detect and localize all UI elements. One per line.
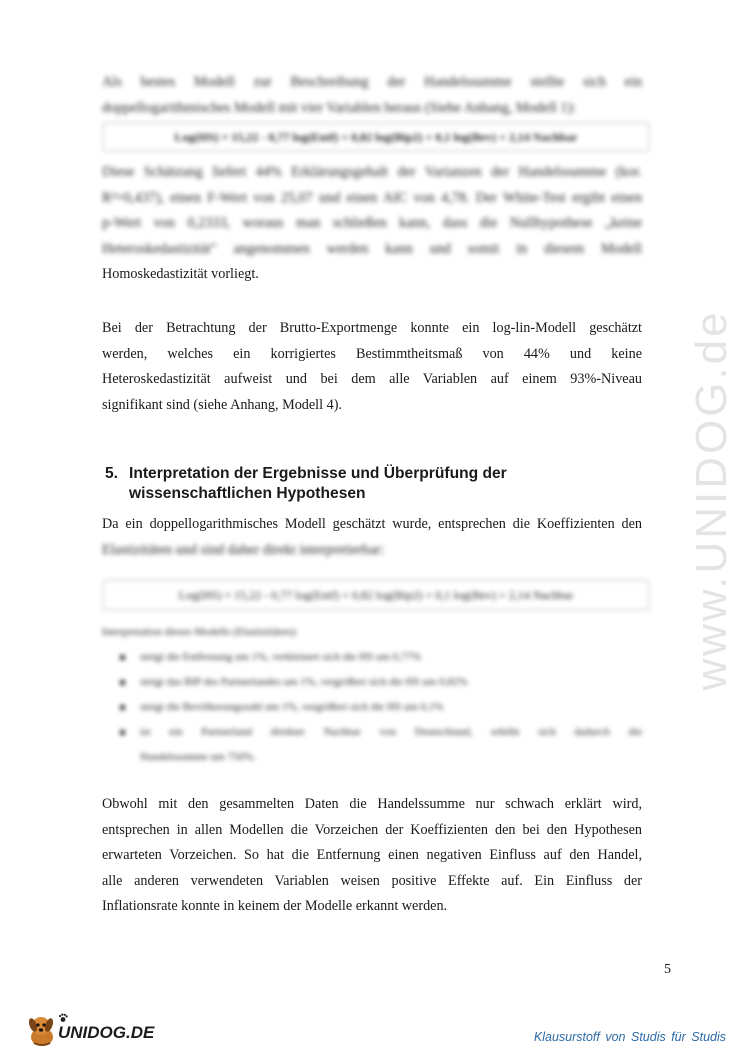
intro-paragraph: [102, 70, 642, 121]
conclusion-line-1: Obwohl mit den gesammelten Daten die Handelssumme nur schwach erklärt wird,: [102, 796, 642, 812]
export-line-1: Bei der Betrachtung der Brutto-Exportmenge konnte ein log-lin-Modell geschätzt: [102, 320, 642, 336]
watermark: www.UNIDOG.de: [687, 309, 736, 691]
bullet-square-icon: [120, 680, 125, 685]
export-line-4: signifikant sind (siehe Anhang, Modell 4).: [102, 396, 342, 413]
estimate-last-line: Homoskedastizität vorliegt.: [102, 266, 259, 283]
formula-box-2: [103, 580, 649, 610]
logo-text: UNIDOG.DE: [58, 1023, 155, 1042]
section-title-line-2: wissenschaftlichen Hypothesen: [129, 485, 366, 502]
bullet-square-icon: [120, 730, 125, 735]
estimate-line-3: p-Wert von 0,2333, woraus man schließen kann, dass die Nullhypothese „keine: [102, 215, 642, 232]
export-line-2: werden, welches ein korrigiertes Bestimmtheitsmaß von 44% und keine: [102, 345, 642, 362]
interpretation-bullets: [118, 645, 642, 770]
section-heading: [105, 464, 645, 504]
bullet-item: steigt das BIP des Partnerlandes um 1%, vergrößert sich die HS um 0,82%: [118, 670, 642, 695]
section-title-line-1: Interpretation der Ergebnisse und Überprüfung der: [129, 465, 507, 482]
formula-1-text: Log(HS) = 15,22 - 0,77 log(Entf) + 0,82 log(Bip2) + 0,1 log(Bev) + 2,14 Nachbar: [174, 129, 578, 144]
conclusion-paragraph: [102, 792, 642, 920]
formula-box-1: [103, 123, 649, 151]
page-number: 5: [664, 962, 671, 977]
elasticity-line-2: Elastizitäten und sind daher direkt interpretierbar:: [102, 541, 385, 558]
bullet-square-icon: [120, 705, 125, 710]
intro-line-1: Als bestes Modell zur Beschreibung der Handelssumme stellte sich ein: [102, 74, 642, 90]
bullet-item: ist ein Partnerland direkter Nachbar von Deutschland, erhöht sich dadurch die Handelssumme um 750%.: [118, 720, 642, 770]
estimate-paragraph: [102, 160, 642, 288]
conclusion-line-3: erwarteten Vorzeichen. So hat die Entfernung einen negativen Einfluss auf den Handel,: [102, 847, 642, 864]
export-line-3: Heteroskedastizität aufweist und bei dem alle Variablen auf einem 93%-Niveau: [102, 371, 642, 388]
estimate-line-2: R²=0,437), einen F-Wert von 25,07 und einen AIC von 4,78. Der White-Test ergibt einen: [102, 189, 642, 206]
elasticity-line-1: Da ein doppellogarithmisches Modell geschätzt wurde, entsprechen die Koeffizienten den: [102, 516, 642, 532]
formula-2-text: Log(HS) = 15,22 - 0,77 log(Entf) + 0,82 log(Bip2) + 0,1 log(Bev) + 2,14 Nachbar: [178, 587, 574, 602]
conclusion-line-5: Inflationsrate konnte in keinem der Modelle erkannt werden.: [102, 898, 448, 915]
footer-tagline: Klausurstoff von Studis für Studis: [533, 1030, 726, 1044]
estimate-line-1: Diese Schätzung liefert 44% Erklärungsgehalt der Varianzen der Handelssumme (kor.: [102, 164, 642, 180]
dog-mascot-icon: [24, 1013, 60, 1049]
intro-line-2: doppellogarithmisches Modell mit vier Variablen heraus (Siehe Anhang, Modell 1):: [102, 99, 577, 116]
elasticity-paragraph: [102, 512, 642, 563]
conclusion-line-4: alle anderen verwendeten Variablen weisen positive Effekte auf. Ein Einfluss der: [102, 872, 642, 889]
conclusion-line-2: entsprechen in allen Modellen die Vorzeichen der Koeffizienten den bei den Hypothesen: [102, 821, 642, 838]
estimate-line-4: Heteroskedastizität" angenommen werden kann und somit in diesem Modell: [102, 240, 642, 257]
paw-icon: [58, 1013, 68, 1023]
export-paragraph: [102, 316, 642, 418]
unidog-logo[interactable]: [24, 1013, 174, 1049]
interpretation-label: Interpretation dieses Modells (Elastizitäten):: [102, 626, 298, 638]
bullet-square-icon: [120, 655, 125, 660]
bullet-item: steigt die Entfernung um 1%, verkleinert sich die HS um 0,77%: [118, 645, 642, 670]
bullet-item: steigt die Bevölkerungszahl um 1%, vergrößert sich die HS um 0,1%: [118, 695, 642, 720]
section-number: 5.: [105, 465, 119, 482]
